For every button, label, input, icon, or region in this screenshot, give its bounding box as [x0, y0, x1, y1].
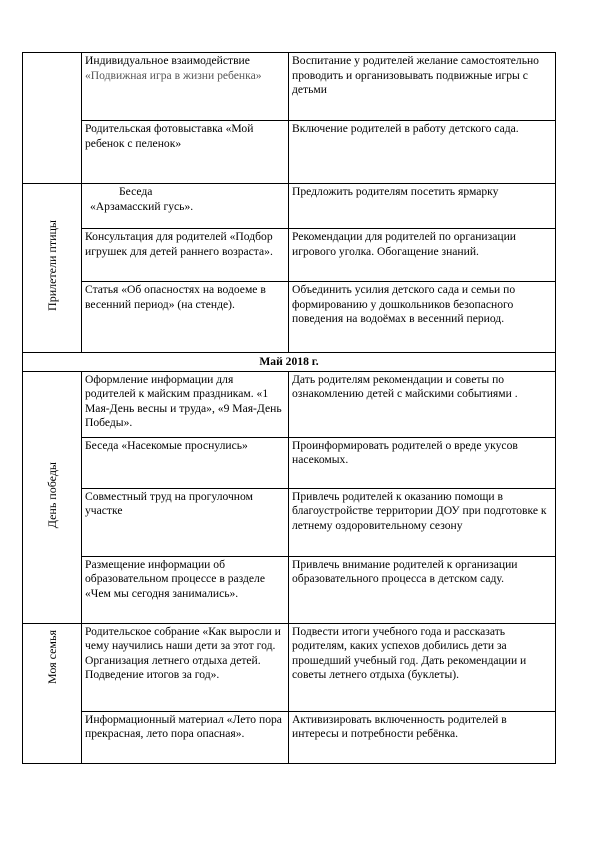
goal-cell: Проинформировать родителей о вреде укусов насекомых.	[289, 437, 556, 488]
form-cell: Беседа «Насекомые проснулись»	[82, 437, 289, 488]
form-cell	[82, 184, 289, 229]
goal-cell: Активизировать включенность родителей в интересы и потребности ребёнка.	[289, 711, 556, 763]
table-row	[23, 711, 556, 763]
table-row	[23, 282, 556, 353]
form-subtext: «Подвижная игра в жизни ребенка»	[85, 68, 262, 82]
goal-cell: Привлечь внимание родителей к организации образовательного процесса в детском саду.	[289, 556, 556, 623]
theme-cell	[23, 623, 82, 763]
form-cell: Родительское собрание «Как выросли и чему научились наши дети за этот год. Организация летнего отдыха детей. Подведение итогов за год».	[82, 623, 289, 711]
form-cell	[82, 53, 289, 121]
goal-cell: Объединить усилия детского сада и семьи по формированию у дошкольников безопасного поведения на водоёмах в весенний период.	[289, 282, 556, 353]
table-row	[23, 121, 556, 184]
form-cell: Родительская фотовыставка «Мой ребенок с пеленок»	[82, 121, 289, 184]
goal-cell: Предложить родителям посетить ярмарку	[289, 184, 556, 229]
theme-label: Прилетели птицы	[44, 220, 59, 312]
goal-cell: Привлечь родителей к оказанию помощи в благоустройстве территории ДОУ при подготовке к летнему оздоровительному сезону	[289, 488, 556, 556]
goal-cell: Дать родителям рекомендации и советы по ознакомлению детей с майскими событиями .	[289, 371, 556, 437]
theme-cell	[23, 184, 82, 353]
goal-cell: Включение родителей в работу детского сада.	[289, 121, 556, 184]
form-text: Беседа	[119, 185, 153, 198]
theme-label: День победы	[44, 461, 59, 528]
table-row	[23, 623, 556, 711]
table-row	[23, 53, 556, 121]
table-row	[23, 488, 556, 556]
table-row	[23, 184, 556, 229]
form-cell: Информационный материал «Лето пора прекрасная, лето пора опасная».	[82, 711, 289, 763]
form-text: Индивидуальное взаимодействие	[85, 54, 250, 67]
goal-cell: Рекомендации для родителей по организации игрового уголка. Обогащение знаний.	[289, 229, 556, 282]
form-cell: Совместный труд на прогулочном участке	[82, 488, 289, 556]
table-row	[23, 556, 556, 623]
table-row	[23, 229, 556, 282]
table-row	[23, 371, 556, 437]
month-title: Май 2018 г.	[23, 353, 556, 372]
theme-cell-empty	[23, 53, 82, 184]
table-row	[23, 437, 556, 488]
form-cell: Размещение информации об образовательном процессе в разделе «Чем мы сегодня занимались».	[82, 556, 289, 623]
form-subtext: «Арзамасский гусь».	[90, 199, 194, 213]
goal-cell: Подвести итоги учебного года и рассказать родителям, каких успехов добились дети за прошедший учебный год. Дать рекомендации и советы летнего отдыха (буклеты).	[289, 623, 556, 711]
form-cell: Статья «Об опасностях на водоеме в весенний период» (на стенде).	[82, 282, 289, 353]
theme-label: Моя семья	[44, 629, 59, 684]
form-cell: Консультация для родителей «Подбор игрушек для детей раннего возраста».	[82, 229, 289, 282]
month-row	[23, 353, 556, 372]
theme-cell	[23, 371, 82, 623]
plan-table	[22, 52, 556, 764]
form-cell: Оформление информации для родителей к майским праздникам. «1 Мая-День весны и труда», «9 Мая-День Победы».	[82, 371, 289, 437]
goal-cell: Воспитание у родителей желание самостоятельно проводить и организовывать подвижные игры с детьми	[289, 53, 556, 121]
